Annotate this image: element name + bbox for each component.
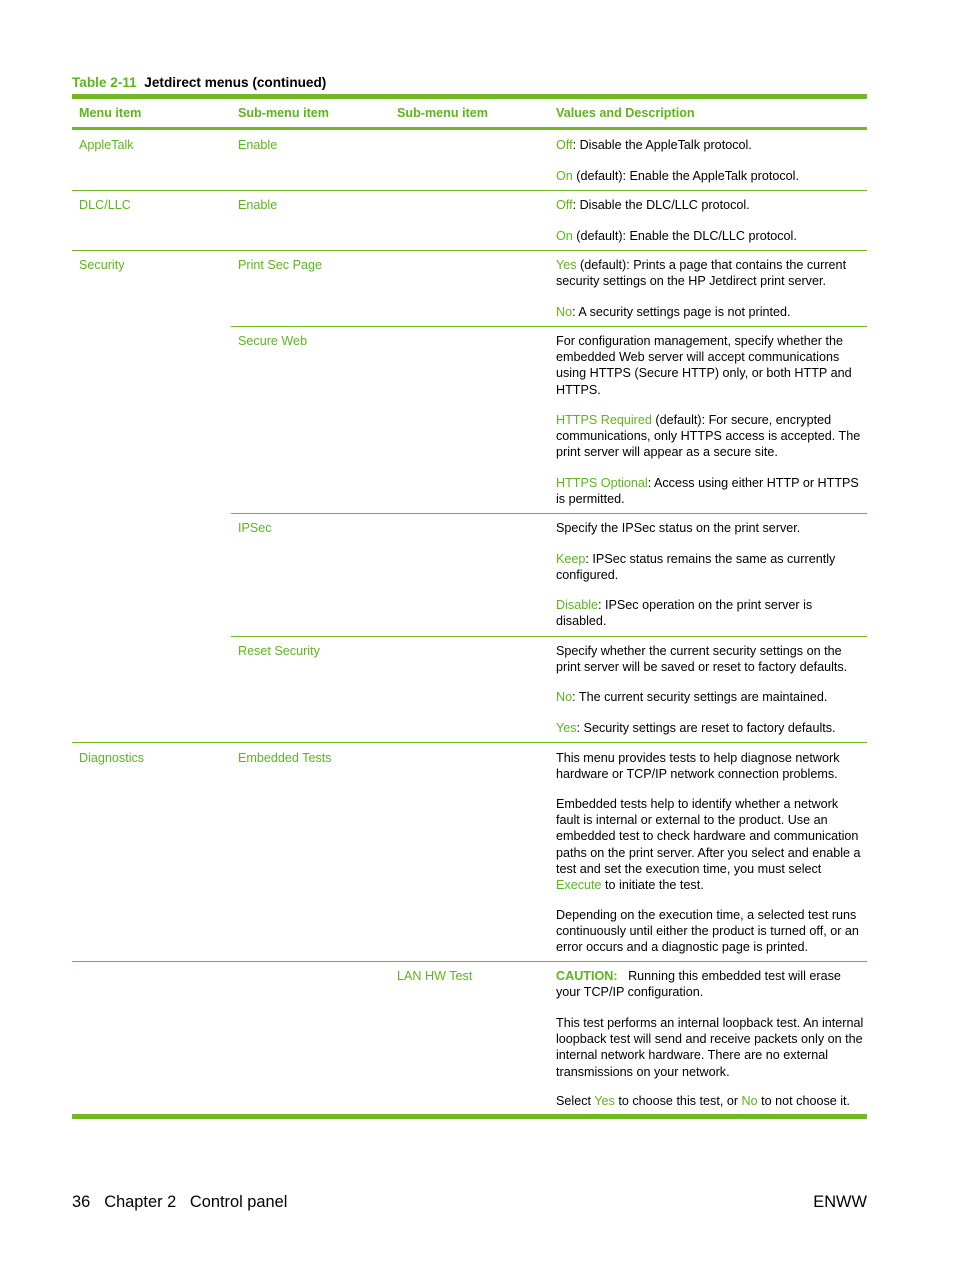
sub-embedded-tests: Embedded Tests — [238, 751, 332, 765]
subrow-rule — [231, 636, 867, 637]
table-top-rule — [72, 94, 867, 99]
desc-ipsec-intro: Specify the IPSec status on the print server. — [556, 521, 801, 535]
chapter-title: Chapter 2 Control panel — [104, 1193, 288, 1211]
header-sub-menu-item-1: Sub-menu item — [238, 106, 329, 120]
footer-right: ENWW — [813, 1193, 867, 1211]
row-rule — [72, 742, 867, 743]
desc-diagnostics-p3: Depending on the execution time, a selected test runs continuously until either the product is turned off, or an error occurs and a diagnostic page is printed. — [556, 908, 859, 955]
header-menu-item: Menu item — [79, 106, 142, 120]
row-rule — [72, 190, 867, 191]
desc-reset-yes: Yes: Security settings are reset to factory defaults. — [556, 721, 836, 735]
table-number: Table 2-11 — [72, 75, 137, 90]
row-rule — [72, 961, 867, 962]
sub-dlc-enable: Enable — [238, 198, 278, 212]
desc-appletalk-on: On (default): Enable the AppleTalk protocol. — [556, 169, 799, 183]
subrow-rule — [231, 513, 867, 514]
menu-appletalk: AppleTalk — [79, 138, 134, 152]
header-sub-menu-item-2: Sub-menu item — [397, 106, 488, 120]
desc-reset-no: No: The current security settings are maintained. — [556, 690, 828, 704]
desc-secureweb-intro: For configuration management, specify whether the embedded Web server will accept communications using HTTPS (Secure HTTP) only, or both HTTP and HTTPS. — [556, 334, 852, 397]
desc-printsec-no: No: A security settings page is not printed. — [556, 305, 791, 319]
desc-dlc-off: Off: Disable the DLC/LLC protocol. — [556, 198, 750, 212]
desc-lanhw-select: Select Yes to choose this test, or No to not choose it. — [556, 1094, 851, 1108]
sub-reset-security: Reset Security — [238, 644, 320, 658]
header-values-description: Values and Description — [556, 106, 695, 120]
sub-secure-web: Secure Web — [238, 334, 308, 348]
desc-ipsec-keep: Keep: IPSec status remains the same as currently configured. — [556, 552, 836, 583]
desc-printsec-yes: Yes (default): Prints a page that contains the current security settings on the HP Jetdirect print server. — [556, 258, 847, 289]
desc-reset-intro: Specify whether the current security settings on the print server will be saved or reset to factory defaults. — [556, 644, 848, 675]
sub-appletalk-enable: Enable — [238, 138, 278, 152]
desc-appletalk-off: Off: Disable the AppleTalk protocol. — [556, 138, 752, 152]
page-number: 36 — [72, 1193, 91, 1211]
desc-dlc-on: On (default): Enable the DLC/LLC protocol. — [556, 229, 797, 243]
desc-ipsec-disable: Disable: IPSec operation on the print server is disabled. — [556, 598, 813, 629]
table-bottom-rule — [72, 1114, 867, 1119]
desc-https-optional: HTTPS Optional: Access using either HTTP or HTTPS is permitted. — [556, 476, 859, 507]
sub-ipsec: IPSec — [238, 521, 272, 535]
menu-diagnostics: Diagnostics — [79, 751, 145, 765]
table-caption — [72, 75, 326, 91]
desc-diagnostics-p2: Embedded tests help to identify whether a network fault is internal or external to the product. Use an embedded test to check hardware and communication paths on the print server. After you select and enable a test and set the execution time, you must select Execute to initiate the test. — [556, 797, 861, 893]
desc-https-required: HTTPS Required (default): For secure, encrypted communications, only HTTPS access is accepted. The print server will appear as a secure site. — [556, 413, 861, 460]
menu-dlc-llc: DLC/LLC — [79, 198, 131, 212]
caution-label: CAUTION: — [556, 969, 618, 983]
desc-lanhw-caution: CAUTION: Running this embedded test will erase your TCP/IP configuration. — [556, 969, 841, 1000]
desc-lanhw-p2: This test performs an internal loopback test. An internal loopback test will send and receive packets only on the internal network hardware. There are no external transmissions on your network. — [556, 1016, 864, 1079]
menu-security: Security — [79, 258, 125, 272]
sub-print-sec-page: Print Sec Page — [238, 258, 323, 272]
row-rule — [72, 250, 867, 251]
subrow-rule — [231, 326, 867, 327]
footer-left — [72, 1192, 287, 1212]
table-title: Jetdirect menus (continued) — [144, 75, 327, 90]
sub-lan-hw-test: LAN HW Test — [397, 969, 473, 983]
header-rule — [72, 127, 867, 130]
desc-diagnostics-p1: This menu provides tests to help diagnose network hardware or TCP/IP network connection problems. — [556, 751, 840, 782]
